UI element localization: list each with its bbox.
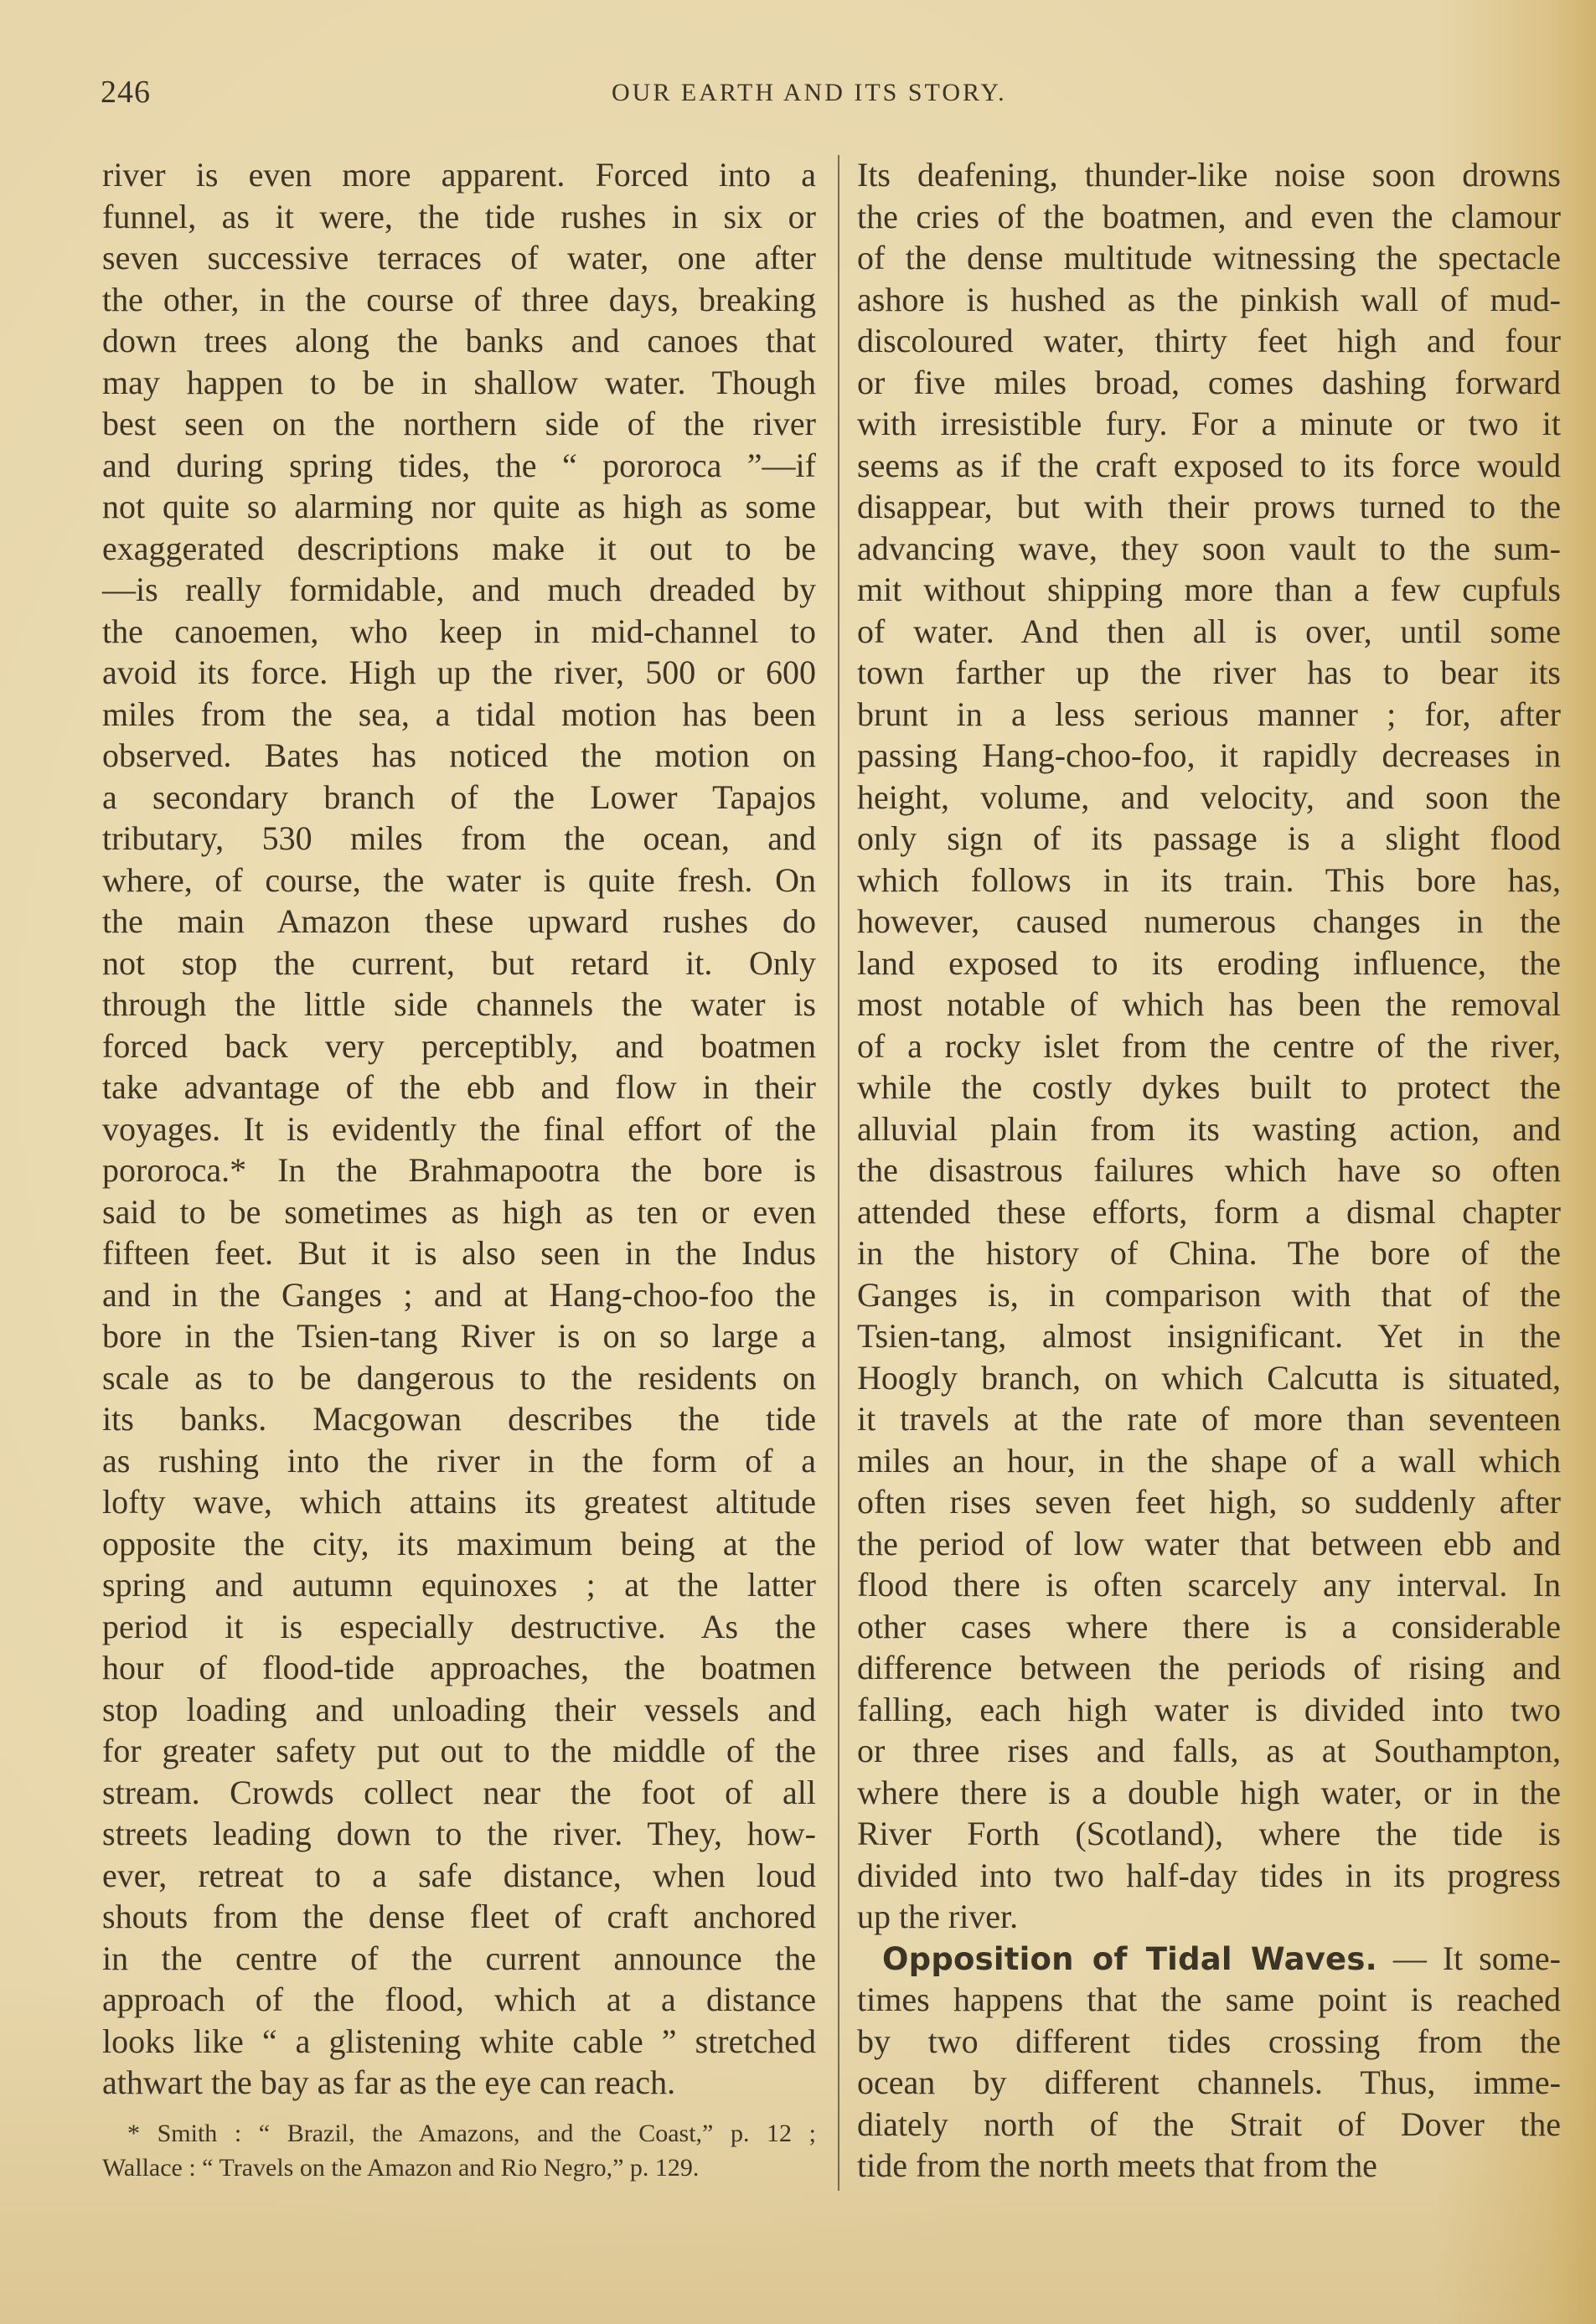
text-line: the cries of the boatmen, and even the clamour	[857, 197, 1561, 235]
text-line: stream. Crowds collect near the foot of all	[102, 1773, 816, 1811]
text-line: the canoemen, who keep in mid-channel to	[102, 612, 816, 650]
text-line: the disastrous failures which have so often	[857, 1151, 1561, 1189]
text-line: miles an hour, in the shape of a wall which	[857, 1441, 1561, 1480]
text-line: ocean by different channels. Thus, imme-	[857, 2063, 1561, 2101]
text-line: often rises seven feet high, so suddenly after	[857, 1483, 1561, 1521]
text-line: a secondary branch of the Lower Tapajos	[102, 777, 816, 816]
text-line: looks like “ a glistening white cable ” stretched	[102, 2022, 816, 2060]
text-line: falling, each high water is divided into two	[857, 1690, 1561, 1728]
text-line: of a rocky islet from the centre of the river,	[857, 1026, 1561, 1065]
text-line: approach of the flood, which at a distance	[102, 1981, 816, 2018]
right-column	[857, 154, 1561, 2187]
text-line: and in the Ganges ; and at Hang-choo-foo the	[102, 1275, 816, 1314]
text-line: River Forth (Scotland), where the tide is	[857, 1815, 1561, 1852]
text-line: of the dense multitude witnessing the spectacle	[857, 239, 1561, 276]
text-line: it travels at the rate of more than seventeen	[857, 1400, 1561, 1438]
text-line: shouts from the dense fleet of craft anchored	[102, 1898, 816, 1935]
section-heading: Opposition of Tidal Waves.	[882, 1940, 1377, 1977]
text-line: opposite the city, its maximum being at the	[102, 1524, 816, 1562]
footnote	[102, 2116, 816, 2185]
text-line: other cases where there is a considerable	[857, 1607, 1561, 1645]
text-line: its banks. Macgowan describes the tide	[102, 1400, 816, 1438]
text-line: for greater safety put out to the middle of the	[102, 1732, 816, 1769]
text-line: seems as if the craft exposed to its force would	[857, 446, 1561, 484]
text-line: flood there is often scarcely any interval. In	[857, 1566, 1561, 1604]
text-line: which follows in its train. This bore has,	[857, 860, 1561, 899]
text-line: attended these efforts, form a dismal chapter	[857, 1192, 1561, 1231]
text-line: diately north of the Strait of Dover the	[857, 2105, 1561, 2143]
text-line: exaggerated descriptions make it out to be	[102, 529, 816, 567]
text-line: fifteen feet. But it is also seen in the Indus	[102, 1234, 816, 1272]
text-line: brunt in a less serious manner ; for, after	[857, 695, 1561, 733]
text-line: in the centre of the current announce the	[102, 1939, 816, 1977]
text-line: divided into two half-day tides in its progress	[857, 1856, 1561, 1894]
text-line: or five miles broad, comes dashing forward	[857, 363, 1561, 401]
text-line: of water. And then all is over, until some	[857, 612, 1561, 650]
text-line: through the little side channels the water is	[102, 985, 816, 1023]
text-line: tide from the north meets that from the	[857, 2146, 1377, 2184]
running-title: OUR EARTH AND ITS STORY.	[612, 79, 1007, 106]
text-line: tributary, 530 miles from the ocean, and	[102, 819, 816, 857]
text-line: most notable of which has been the removal	[857, 985, 1561, 1023]
right-column-body	[857, 154, 1561, 1938]
text-line: —is really formidable, and much dreaded by	[102, 571, 816, 608]
text-line: funnel, as it were, the tide rushes in six or	[102, 197, 816, 235]
text-line: advancing wave, they soon vault to the sum-	[857, 529, 1561, 567]
text-line: alluvial plain from its wasting action, and	[857, 1109, 1561, 1148]
text-line: however, caused numerous changes in the	[857, 902, 1561, 940]
text-line: the period of low water that between ebb and	[857, 1524, 1561, 1562]
text-line: may happen to be in shallow water. Though	[102, 363, 816, 401]
text-line: up the river.	[857, 1898, 1019, 1935]
text-line: and during spring tides, the “ pororoca ”—if	[102, 446, 816, 484]
text-line: forced back very perceptibly, and boatmen	[102, 1026, 816, 1065]
text-line: town farther up the river has to bear its	[857, 653, 1561, 691]
text-line: down trees along the banks and canoes that	[102, 322, 816, 359]
text-line: Tsien-tang, almost insignificant. Yet in the	[857, 1317, 1561, 1355]
text-line: lofty wave, which attains its greatest altitude	[102, 1483, 816, 1521]
text-line: where there is a double high water, or in the	[857, 1773, 1561, 1811]
text-line: as rushing into the river in the form of a	[102, 1441, 816, 1480]
text-line: * Smith : “ Brazil, the Amazons, and the Coast,” p. 12 ;	[127, 2120, 816, 2147]
text-line: miles from the sea, a tidal motion has been	[102, 695, 816, 733]
text-line: pororoca.* In the Brahmapootra the bore is	[102, 1151, 816, 1189]
section-body	[857, 1979, 1561, 2187]
text-line: streets leading down to the river. They, how-	[102, 1815, 816, 1852]
text-line: not quite so alarming nor quite as high as some	[102, 488, 816, 525]
text-line: voyages. It is evidently the final effort of the	[102, 1109, 816, 1148]
text-line: best seen on the northern side of the river	[102, 405, 816, 442]
text-line: scale as to be dangerous to the residents on	[102, 1358, 816, 1397]
text-line: mit without shipping more than a few cupfuls	[857, 571, 1561, 608]
text-line: with irresistible fury. For a minute or two it	[857, 405, 1561, 442]
text-line: ever, retreat to a safe distance, when loud	[102, 1856, 816, 1894]
text-line: where, of course, the water is quite fresh. On	[102, 860, 816, 899]
text-line: passing Hang-choo-foo, it rapidly decreases in	[857, 736, 1561, 774]
text-line: observed. Bates has noticed the motion on	[102, 736, 816, 774]
text-line: not stop the current, but retard it. Only	[102, 943, 816, 982]
text-line: Its deafening, thunder-like noise soon drowns	[857, 156, 1561, 194]
text-line: only sign of its passage is a slight flood	[857, 819, 1561, 857]
text-line: period it is especially destructive. As the	[102, 1607, 816, 1645]
text-line: ashore is hushed as the pinkish wall of mud-	[857, 280, 1561, 318]
text-line: difference between the periods of rising and	[857, 1649, 1561, 1686]
text-line: river is even more apparent. Forced into a	[102, 156, 816, 194]
text-line: while the costly dykes built to protect the	[857, 1068, 1561, 1106]
text-line: athwart the bay as far as the eye can reach.	[102, 2063, 676, 2101]
text-line: hour of flood-tide approaches, the boatmen	[102, 1649, 816, 1686]
text-line: in the history of China. The bore of the	[857, 1234, 1561, 1272]
text-line: said to be sometimes as high as ten or even	[102, 1192, 816, 1231]
text-line: the other, in the course of three days, breaking	[102, 280, 816, 318]
section-heading-rest: — It some-	[1376, 1939, 1561, 1977]
text-line: land exposed to its eroding influence, the	[857, 943, 1561, 982]
text-line: or three rises and falls, as at Southampton,	[857, 1732, 1561, 1769]
text-line: Wallace : “ Travels on the Amazon and Rio Negro,” p. 129.	[102, 2154, 700, 2182]
text-line: discoloured water, thirty feet high and four	[857, 322, 1561, 359]
text-line: Ganges is, in comparison with that of the	[857, 1275, 1561, 1314]
text-line: by two different tides crossing from the	[857, 2022, 1561, 2060]
text-line: bore in the Tsien-tang River is on so large a	[102, 1317, 816, 1355]
text-line: disappear, but with their prows turned to the	[857, 488, 1561, 525]
text-line: spring and autumn equinoxes ; at the latter	[102, 1566, 816, 1604]
text-line: Hoogly branch, on which Calcutta is situated,	[857, 1358, 1561, 1397]
column-divider	[838, 155, 839, 2191]
text-line: seven successive terraces of water, one after	[102, 239, 816, 276]
section-heading-line	[857, 1938, 1561, 1980]
page-number: 246	[101, 75, 151, 110]
text-line: stop loading and unloading their vessels and	[102, 1690, 816, 1728]
text-line: times happens that the same point is reached	[857, 1981, 1561, 2018]
text-line: the main Amazon these upward rushes do	[102, 902, 816, 940]
left-column	[102, 154, 816, 2104]
page-header	[101, 74, 1508, 116]
text-line: avoid its force. High up the river, 500 or 600	[102, 653, 816, 691]
text-line: take advantage of the ebb and flow in their	[102, 1068, 816, 1106]
text-line: height, volume, and velocity, and soon the	[857, 777, 1561, 816]
